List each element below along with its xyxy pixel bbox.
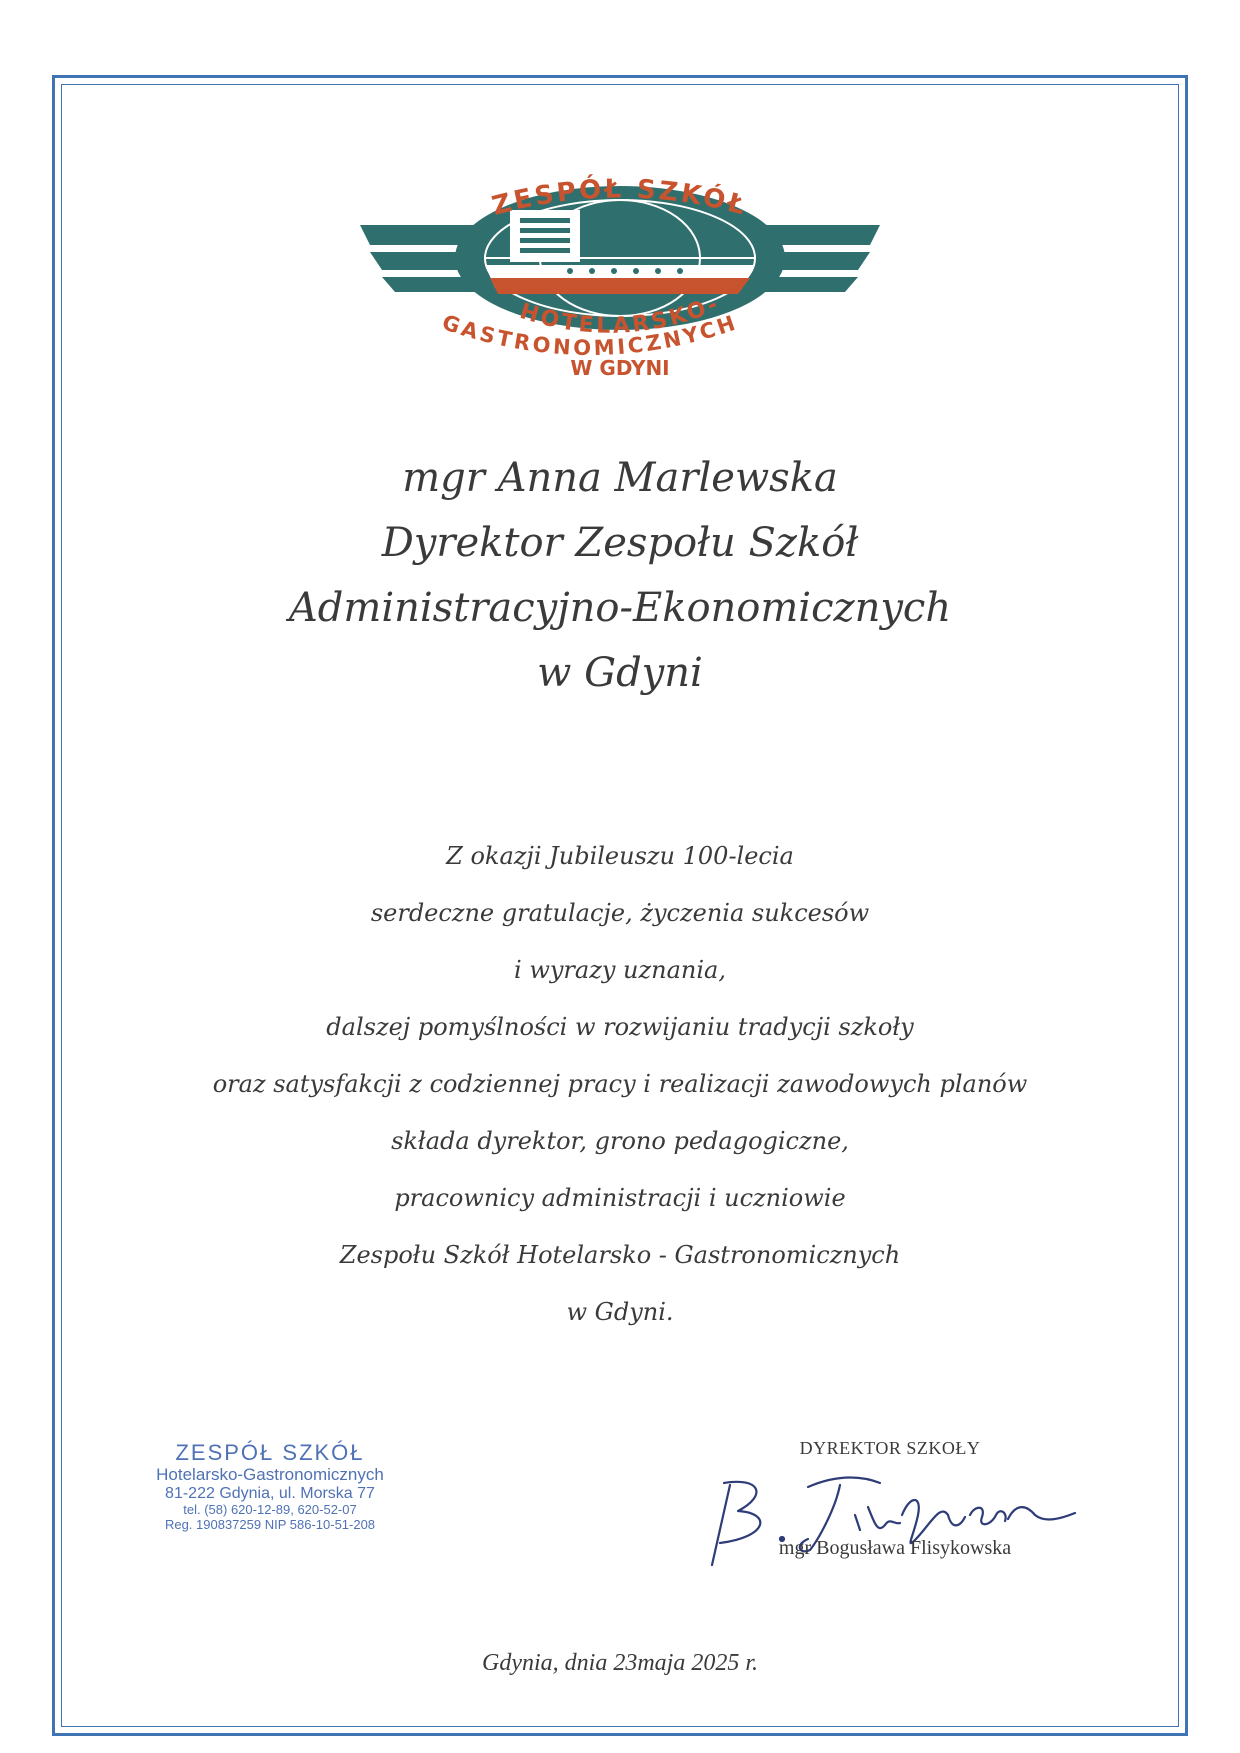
message-line: Z okazji Jubileuszu 100-lecia [446,842,794,870]
message-line: dalszej pomyślności w rozwijaniu tradycji szkoły [326,1013,914,1041]
stamp-line: Reg. 190837259 NIP 586-10-51-208 [164,1517,376,1533]
recipient-title: Dyrektor Zespołu Szkół [381,520,859,566]
stamp-line: 81-222 Gdynia, ul. Morska 77 [165,1484,375,1502]
logo-city: W GDYNI [570,356,670,380]
message-line: oraz satysfakcji z codziennej pracy i realizacji zawodowych planów [212,1070,1028,1098]
message-line: i wyrazy uznania, [514,956,726,984]
message-line: serdeczne gratulacje, życzenia sukcesów [370,899,870,927]
message-line: Zespołu Szkół Hotelarsko - Gastronomicznych [339,1241,901,1269]
message-line: składa dyrektor, grono pedagogiczne, [391,1127,849,1155]
stamp-line: tel. (58) 620-12-89, 620-52-07 [183,1502,357,1518]
recipient-name: mgr Anna Marlewska [402,455,838,501]
message-line: pracownicy administracji i uczniowie [394,1184,846,1212]
school-logo [360,170,880,440]
logo-arc-low: GASTRONOMICZNYCH [439,310,741,361]
stamp-line: ZESPÓŁ SZKÓŁ [175,1440,365,1465]
stamp-line: Hotelarsko-Gastronomicznych [156,1465,384,1485]
signature-title: DYREKTOR SZKOŁY [799,1438,981,1458]
recipient-city: w Gdyni [537,650,703,696]
school-stamp [120,1440,420,1533]
logo-arc-top: ZESPÓŁ SZKÓŁ [489,174,752,222]
logo-arc-mid: HOTELARSKO- [516,290,725,339]
document-date: Gdynia, dnia 23maja 2025 r. [482,1650,758,1676]
signature-name: mgr Bogusława Flisykowska [778,1537,1012,1559]
recipient-school: Administracyjno-Ekonomicznych [288,585,952,631]
message-line: w Gdyni. [566,1298,674,1326]
